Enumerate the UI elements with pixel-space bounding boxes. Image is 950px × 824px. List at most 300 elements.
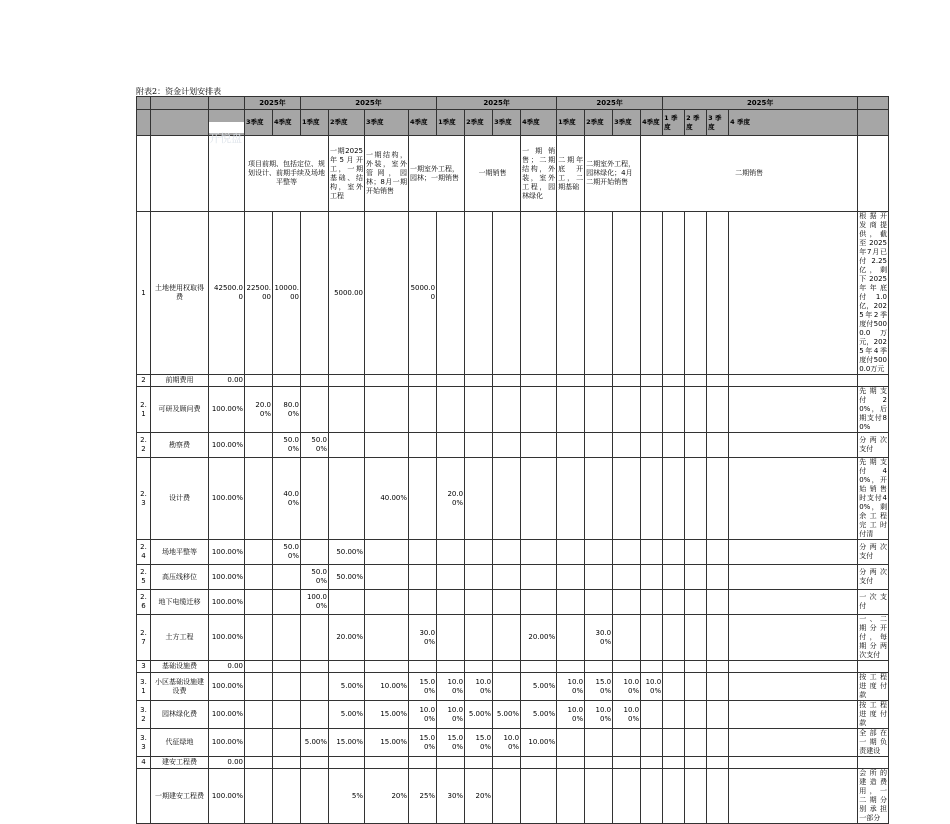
row-cell: 15.00%: [585, 673, 613, 701]
row-cell: 10000.00: [273, 212, 301, 375]
year-header: 2025年: [245, 97, 301, 110]
row-cell: [521, 565, 557, 590]
table-row: [137, 673, 889, 701]
row-cell: [245, 701, 273, 729]
table-row: [137, 540, 889, 565]
row-cell: [557, 769, 585, 824]
row-cell: [493, 387, 521, 433]
row-cell: [663, 433, 685, 458]
quarter-header: 1季度: [301, 110, 329, 136]
row-number: 2.2: [137, 433, 151, 458]
row-cell: 40.00%: [365, 458, 409, 540]
row-cell: [613, 769, 641, 824]
row-cell: [557, 387, 585, 433]
row-cell: [641, 729, 663, 757]
row-cell: [273, 661, 301, 673]
row-cell: [707, 673, 729, 701]
row-cell: [521, 661, 557, 673]
funding-schedule-table: [136, 96, 889, 824]
row-cell: [641, 701, 663, 729]
row-cell: [641, 757, 663, 769]
row-cell: [465, 615, 493, 661]
row-cell: [465, 387, 493, 433]
row-item-name: 前期费用: [151, 375, 209, 387]
row-cell: [585, 458, 613, 540]
row-cell: [245, 661, 273, 673]
row-cell: [585, 661, 613, 673]
row-cell: 30.00%: [409, 615, 437, 661]
row-cell: [707, 590, 729, 615]
row-cell: [437, 433, 465, 458]
row-cell: [493, 433, 521, 458]
row-cell: [707, 701, 729, 729]
row-cell: [707, 757, 729, 769]
row-cell: [245, 565, 273, 590]
row-cell: [557, 661, 585, 673]
row-cell: [409, 458, 437, 540]
row-cell: 10.00%: [493, 729, 521, 757]
row-cell: [301, 661, 329, 673]
row-cell: [557, 565, 585, 590]
row-cell: [707, 212, 729, 375]
row-cell: [663, 458, 685, 540]
row-cell: [301, 375, 329, 387]
row-cell: [365, 433, 409, 458]
row-cell: [329, 661, 365, 673]
row-cell: [465, 375, 493, 387]
row-cell: [465, 757, 493, 769]
quarter-header: 4 季度: [729, 110, 858, 136]
row-cell: [557, 590, 585, 615]
table-row: [137, 757, 889, 769]
row-cell: [729, 769, 858, 824]
row-cell: [437, 212, 465, 375]
row-cell: [521, 375, 557, 387]
row-item-name: 可研及顾问费: [151, 387, 209, 433]
row-cell: 10.00%: [585, 701, 613, 729]
row-cell: 50.00%: [301, 565, 329, 590]
row-cell: 10.00%: [409, 701, 437, 729]
row-cell: 5000.00: [409, 212, 437, 375]
row-cell: [641, 615, 663, 661]
row-note: 会所的建造费用，一二期分别承担一部分: [859, 769, 887, 822]
row-cell: 30.00%: [585, 615, 613, 661]
row-cell: 10.00%: [641, 673, 663, 701]
row-cell: [613, 387, 641, 433]
row-cell: [301, 769, 329, 824]
row-cell: [493, 661, 521, 673]
row-cell: [585, 375, 613, 387]
row-cell: [707, 661, 729, 673]
row-cell: [329, 757, 365, 769]
row-cell: [245, 458, 273, 540]
row-item-name: 场地平整等: [151, 540, 209, 565]
row-cell: 5%: [329, 769, 365, 824]
row-cell: [521, 540, 557, 565]
row-cell: 50.00%: [329, 540, 365, 565]
row-cell: [245, 729, 273, 757]
row-cell: [273, 769, 301, 824]
row-cell: [465, 565, 493, 590]
row-cell: [493, 590, 521, 615]
row-note: 按工程进度付款: [859, 701, 887, 727]
row-cell: [521, 387, 557, 433]
row-cell: [685, 769, 707, 824]
row-cell: [301, 458, 329, 540]
row-cell: 100.00%: [301, 590, 329, 615]
row-number: 2: [137, 375, 151, 387]
row-cell: 15.00%: [465, 729, 493, 757]
row-cell: 10.00%: [437, 673, 465, 701]
quarter-header: 4季度: [409, 110, 437, 136]
year-header: 2025年: [437, 97, 557, 110]
row-cell: [409, 565, 437, 590]
row-total: 100.00%: [209, 433, 245, 458]
row-cell: [685, 701, 707, 729]
row-cell: [585, 769, 613, 824]
row-cell: [729, 615, 858, 661]
row-total: 100.00%: [209, 540, 245, 565]
row-cell: 10.00%: [613, 673, 641, 701]
row-cell: [521, 769, 557, 824]
row-total: 0.00: [209, 375, 245, 387]
row-cell: [301, 212, 329, 375]
row-cell: 5.00%: [329, 701, 365, 729]
quarter-header: 3季度: [245, 110, 273, 136]
row-total: 0.00: [209, 661, 245, 673]
row-total: 100.00%: [209, 458, 245, 540]
row-cell: [409, 375, 437, 387]
row-cell: [663, 212, 685, 375]
row-cell: [729, 540, 858, 565]
row-cell: [641, 212, 663, 375]
row-cell: 20%: [365, 769, 409, 824]
row-total: 100.00%: [209, 615, 245, 661]
row-cell: [707, 540, 729, 565]
row-item-name: 土地使用权取得费: [151, 212, 209, 375]
table-caption: 附表2：资金计划安排表: [136, 87, 222, 96]
table-row: [137, 769, 889, 824]
row-cell: [641, 433, 663, 458]
row-number: 3.3: [137, 729, 151, 757]
row-cell: [613, 433, 641, 458]
row-cell: [685, 661, 707, 673]
row-cell: 10.00%: [613, 701, 641, 729]
row-cell: [557, 433, 585, 458]
phase-desc: 二期年底开工，二期基础: [557, 136, 585, 212]
table-row: [137, 729, 889, 757]
row-total: 42500.00: [209, 212, 245, 375]
row-cell: [409, 661, 437, 673]
row-total: 100.00%: [209, 673, 245, 701]
quarter-header: 2 季度: [685, 110, 707, 136]
table-row: [137, 661, 889, 673]
row-cell: [729, 590, 858, 615]
year-header: 2025年: [557, 97, 663, 110]
row-cell: 50.00%: [273, 540, 301, 565]
row-cell: 20.00%: [521, 615, 557, 661]
table-row: [137, 458, 889, 540]
row-cell: 50.00%: [329, 565, 365, 590]
row-cell: [437, 615, 465, 661]
row-cell: [663, 729, 685, 757]
row-cell: [707, 458, 729, 540]
row-cell: [437, 590, 465, 615]
row-cell: [613, 757, 641, 769]
row-item-name: 代征绿地: [151, 729, 209, 757]
quarter-header: 2季度: [329, 110, 365, 136]
row-item-name: 园林绿化费: [151, 701, 209, 729]
row-cell: 25%: [409, 769, 437, 824]
quarter-header: 1季度: [437, 110, 465, 136]
row-cell: 20.00%: [329, 615, 365, 661]
row-note: 按工程进度付款: [859, 673, 887, 699]
row-cell: 5.00%: [465, 701, 493, 729]
row-cell: [729, 661, 858, 673]
row-cell: [521, 757, 557, 769]
quarter-header: 4季度: [641, 110, 663, 136]
row-item-name: 勘察费: [151, 433, 209, 458]
row-cell: [685, 565, 707, 590]
row-cell: 10.00%: [557, 673, 585, 701]
quarter-header: 3季度: [493, 110, 521, 136]
row-total: 100.00%: [209, 590, 245, 615]
phase-desc: 二期室外工程，园林绿化；4月二期开始销售: [585, 136, 641, 212]
row-cell: [585, 729, 613, 757]
row-cell: 20.00%: [245, 387, 273, 433]
row-cell: 5.00%: [521, 701, 557, 729]
row-item-name: 建安工程费: [151, 757, 209, 769]
row-cell: [641, 387, 663, 433]
row-cell: [729, 673, 858, 701]
row-cell: [613, 540, 641, 565]
row-cell: 50.00%: [301, 433, 329, 458]
row-cell: [685, 540, 707, 565]
row-note: 一、二期分开付，每期分两次支付: [859, 615, 887, 659]
row-cell: 15.00%: [329, 729, 365, 757]
row-note: [858, 661, 889, 673]
row-cell: [729, 458, 858, 540]
row-cell: [685, 590, 707, 615]
row-cell: [273, 375, 301, 387]
row-cell: [707, 387, 729, 433]
row-cell: [685, 729, 707, 757]
row-cell: [585, 540, 613, 565]
row-cell: 10.00%: [465, 673, 493, 701]
row-cell: [273, 729, 301, 757]
row-note: 根据开发商提供，截至2025年7月已付2.25亿，剩下2025年年底付1.0亿，2025年2季度付5000.0万元，2025年4季度付5000.0万元: [859, 212, 887, 373]
row-cell: [301, 673, 329, 701]
quarter-header: 4季度: [273, 110, 301, 136]
row-cell: 30%: [437, 769, 465, 824]
row-cell: [273, 590, 301, 615]
row-number: 2.6: [137, 590, 151, 615]
row-cell: [273, 615, 301, 661]
phase-desc: 项目前期、包括定位、规划设计、前期手续及场地平整等: [245, 136, 329, 212]
row-cell: [613, 212, 641, 375]
row-cell: [437, 661, 465, 673]
row-cell: [301, 540, 329, 565]
quarter-header: 2季度: [465, 110, 493, 136]
row-cell: [437, 757, 465, 769]
row-cell: [641, 590, 663, 615]
row-cell: [641, 458, 663, 540]
year-header: 2025年: [663, 97, 858, 110]
row-cell: 5000.00: [329, 212, 365, 375]
row-cell: 80.00%: [273, 387, 301, 433]
row-total: 100.00%: [209, 701, 245, 729]
row-cell: [273, 565, 301, 590]
row-cell: [245, 590, 273, 615]
row-note: 一次支付: [858, 590, 889, 615]
row-cell: [557, 757, 585, 769]
row-cell: [707, 433, 729, 458]
row-cell: [585, 433, 613, 458]
row-cell: [329, 375, 365, 387]
row-cell: [641, 375, 663, 387]
row-number: 3.1: [137, 673, 151, 701]
row-cell: 5.00%: [521, 673, 557, 701]
row-cell: [245, 673, 273, 701]
row-note: 分两次支付: [858, 433, 889, 458]
quarter-header: 1 季度: [663, 110, 685, 136]
row-note: [858, 375, 889, 387]
table-row: [137, 375, 889, 387]
phase-desc: 一期室外工程，园林；一期销售: [409, 136, 465, 212]
row-cell: [301, 757, 329, 769]
row-cell: 5.00%: [493, 701, 521, 729]
row-cell: 5.00%: [329, 673, 365, 701]
row-cell: [245, 375, 273, 387]
row-cell: [465, 212, 493, 375]
row-cell: [557, 212, 585, 375]
phase-desc: 二期销售: [641, 136, 858, 212]
phase-desc: 一期2025年5月开工，一期基础、结构，室外工程: [329, 136, 365, 212]
row-cell: [365, 387, 409, 433]
row-cell: [245, 615, 273, 661]
row-cell: [585, 590, 613, 615]
row-cell: [465, 540, 493, 565]
quarter-header: 2季度: [585, 110, 613, 136]
row-cell: 20%: [465, 769, 493, 824]
row-cell: [493, 673, 521, 701]
row-cell: [641, 769, 663, 824]
row-cell: [493, 375, 521, 387]
table-row: [137, 590, 889, 615]
row-cell: [585, 212, 613, 375]
quarter-header: 4季度: [521, 110, 557, 136]
row-cell: [437, 565, 465, 590]
row-note: 先期支付20%，后期支付80%: [859, 387, 887, 431]
row-cell: [329, 590, 365, 615]
row-cell: [613, 661, 641, 673]
row-cell: [409, 590, 437, 615]
row-cell: [301, 387, 329, 433]
row-cell: [365, 212, 409, 375]
row-cell: [365, 615, 409, 661]
row-cell: [273, 701, 301, 729]
row-cell: [641, 661, 663, 673]
row-cell: [437, 375, 465, 387]
row-cell: [465, 458, 493, 540]
quarter-header: 3 季度: [707, 110, 729, 136]
row-cell: [465, 590, 493, 615]
row-total: 100.00%: [209, 769, 245, 824]
watermark: 开悦盘: [209, 132, 242, 145]
row-item-name: 土方工程: [151, 615, 209, 661]
row-total: 100.00%: [209, 729, 245, 757]
row-note: 全部在一期负责建设: [859, 729, 887, 755]
row-cell: 40.00%: [273, 458, 301, 540]
row-cell: [729, 757, 858, 769]
row-cell: [493, 615, 521, 661]
row-cell: [585, 387, 613, 433]
row-cell: [301, 701, 329, 729]
row-cell: [707, 375, 729, 387]
row-cell: 10.00%: [437, 701, 465, 729]
row-cell: [663, 387, 685, 433]
quarter-header: 3季度: [613, 110, 641, 136]
row-cell: [663, 375, 685, 387]
row-note: 先期支付40%，开始销售时支付40%，剩余工程完工时付清: [859, 458, 887, 538]
row-cell: [663, 540, 685, 565]
row-cell: [663, 673, 685, 701]
phase-row: [137, 136, 889, 212]
row-cell: [493, 769, 521, 824]
table-row: [137, 212, 889, 375]
row-cell: 15.00%: [365, 701, 409, 729]
row-cell: [557, 458, 585, 540]
year-header-row: [137, 97, 889, 110]
row-cell: [641, 540, 663, 565]
row-cell: [557, 540, 585, 565]
phase-desc: 一期销售: [465, 136, 521, 212]
row-cell: [245, 433, 273, 458]
row-total: 100.00%: [209, 387, 245, 433]
row-cell: 10.00%: [557, 701, 585, 729]
row-cell: [729, 212, 858, 375]
row-cell: [409, 757, 437, 769]
row-cell: [245, 757, 273, 769]
row-cell: [663, 661, 685, 673]
row-number: 2.1: [137, 387, 151, 433]
row-cell: [245, 769, 273, 824]
row-cell: [613, 565, 641, 590]
row-cell: [707, 729, 729, 757]
row-cell: [245, 540, 273, 565]
row-cell: [465, 433, 493, 458]
row-cell: 15.00%: [365, 729, 409, 757]
row-cell: [685, 673, 707, 701]
row-cell: [273, 673, 301, 701]
row-cell: 5.00%: [301, 729, 329, 757]
row-cell: [329, 458, 365, 540]
row-cell: [613, 590, 641, 615]
row-total: 100.00%: [209, 565, 245, 590]
table-row: [137, 433, 889, 458]
table-row: [137, 565, 889, 590]
row-item-name: 小区基础设施建设费: [151, 673, 209, 701]
row-cell: [613, 729, 641, 757]
row-cell: [493, 565, 521, 590]
row-cell: [365, 565, 409, 590]
row-cell: [365, 590, 409, 615]
table-row: [137, 701, 889, 729]
row-cell: [613, 458, 641, 540]
row-cell: [663, 615, 685, 661]
row-cell: [729, 565, 858, 590]
row-cell: [493, 757, 521, 769]
